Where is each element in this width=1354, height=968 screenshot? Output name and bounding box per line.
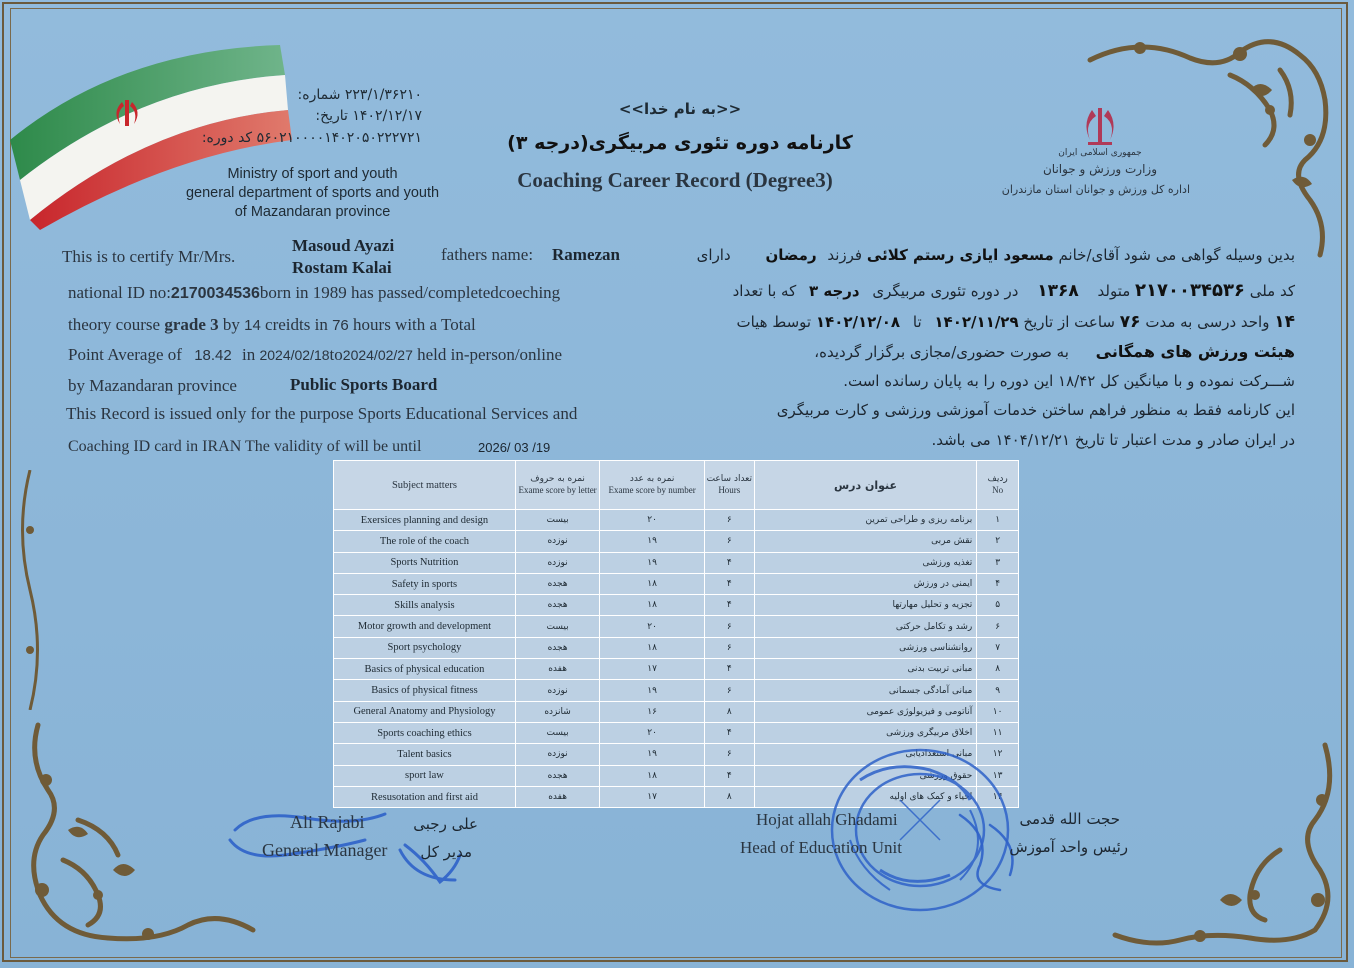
letter-number-label: شماره: (297, 87, 341, 103)
hours-cell: ۴ (704, 573, 754, 594)
en-credits: 14 (244, 317, 261, 334)
row-number-cell: ۳ (977, 552, 1019, 573)
row-number-cell: ۷ (977, 637, 1019, 658)
bismillah: <<به نام خدا>> (618, 100, 742, 118)
letter-number-value: ۲۲۳/۱/۳۶۲۱۰ (344, 87, 422, 103)
subject-cell: Basics of physical education (334, 659, 516, 680)
row-number-cell: ۵ (977, 595, 1019, 616)
fa-line-6: این کارنامه فقط به منظور فراهم ساختن خدمات آموزشی ورزشی و کارت مربیگری (776, 401, 1295, 419)
left-signer-name-fa: علی رجبی (413, 815, 478, 833)
en-line-4 (68, 345, 562, 365)
letter-number (272, 87, 422, 103)
en-grade: grade 3 (164, 315, 219, 334)
fa-line-7: در ایران صادر و مدت اعتبار تا تاریخ ۱۴۰۴/۱۲/۲۱ می باشد. (931, 431, 1295, 449)
en-name-2: Rostam Kalai (292, 258, 392, 277)
en-valid-until: 2026/ 03 /19 (478, 440, 551, 455)
letter-score-cell: بیست (515, 616, 599, 637)
number-score-cell: ۱۸ (600, 595, 705, 616)
ornament-left-side-icon (10, 470, 50, 710)
subject-cell: Resusotation and first aid (334, 786, 516, 807)
course-code (200, 130, 422, 146)
row-number-cell: ۸ (977, 659, 1019, 680)
title-fa-cell: رشد و تکامل حرکتی (754, 616, 977, 637)
title-fa-cell: مبانی استعدادیابی (754, 744, 977, 765)
row-number-cell: ۲ (977, 531, 1019, 552)
title-english: Coaching Career Record (Degree3) (517, 168, 833, 192)
en-line-2a: national ID no: (68, 283, 171, 302)
hours-cell: ۶ (704, 616, 754, 637)
th-letter (515, 461, 599, 510)
fa-line-3b: واحد درسی به مدت (1145, 313, 1270, 331)
number-score-cell: ۱۹ (600, 552, 705, 573)
row-number-cell: ۴ (977, 573, 1019, 594)
letter-score-cell: نوزده (515, 744, 599, 765)
th-hours-en: Hours (718, 485, 741, 495)
fa-date-from: ۱۴۰۲/۱۱/۲۹ (934, 313, 1019, 331)
ministry-emblem-icon (1078, 104, 1122, 148)
fa-line-1 (640, 246, 1295, 264)
table-row (334, 637, 1019, 658)
subject-cell: Talent basics (334, 744, 516, 765)
logo-text-1: جمهوری اسلامی ایران (1058, 148, 1142, 158)
hours-cell: ۴ (704, 765, 754, 786)
en-father: Ramezan (552, 245, 620, 264)
fa-grade: درجه ۳ (809, 282, 860, 300)
en-line-3c: creidts in (265, 315, 328, 334)
letter-score-cell: هجده (515, 573, 599, 594)
right-signer-name-en: Hojat allah Ghadami (756, 810, 898, 829)
letter-score-cell: هجده (515, 637, 599, 658)
logo-text-2: وزارت ورزش و جوانان (1042, 162, 1158, 176)
fa-hours: ۷۶ (1119, 312, 1141, 332)
en-line-4a: Point Average of (68, 345, 182, 364)
en-line-3a: theory course (68, 315, 161, 334)
row-number-cell: ۱۲ (977, 744, 1019, 765)
en-line-2 (68, 283, 560, 303)
table-row (334, 659, 1019, 680)
hours-cell: ۸ (704, 786, 754, 807)
table-row (334, 573, 1019, 594)
en-average: 18.42 (194, 347, 232, 364)
en-national-id: 2170034536 (170, 285, 260, 302)
fa-line-2a: کد ملی (1249, 282, 1295, 300)
fa-birth-year: ۱۳۶۸ (1037, 281, 1079, 301)
row-number-cell: ۱ (977, 510, 1019, 531)
subject-cell: Exersices planning and design (334, 510, 516, 531)
th-no-fa: ردیف (987, 474, 1008, 484)
th-number-fa: نمره به عدد (629, 474, 675, 484)
fa-name: مسعود ایازی رستم کلائی (866, 246, 1054, 264)
hours-cell: ۶ (704, 680, 754, 701)
number-score-cell: ۲۰ (600, 722, 705, 743)
letter-score-cell: بیست (515, 722, 599, 743)
letter-score-cell: هفده (515, 786, 599, 807)
fa-line-4b: به صورت حضوری/مجازی برگزار گردیده، (814, 343, 1069, 361)
ministry-en-3: of Mazandaran province (234, 204, 391, 220)
number-score-cell: ۱۸ (600, 573, 705, 594)
number-score-cell: ۱۸ (600, 637, 705, 658)
title-fa-cell: احیاء و کمک های اولیه (754, 786, 977, 807)
hours-cell: ۶ (704, 744, 754, 765)
letter-date-label: تاریخ: (315, 108, 348, 124)
en-line-3 (68, 315, 476, 335)
number-score-cell: ۲۰ (600, 616, 705, 637)
right-signer-name-fa: حجت الله قدمی (1019, 810, 1120, 828)
fa-line-3 (640, 312, 1295, 332)
en-hours: 76 (332, 317, 349, 334)
en-date-to: 2024/02/27 (342, 347, 413, 363)
en-line-3d: hours with a Total (353, 315, 476, 334)
th-hours (704, 461, 754, 510)
table-row (334, 680, 1019, 701)
letter-score-cell: هجده (515, 765, 599, 786)
left-signer-title-en: General Manager (262, 840, 388, 860)
fa-line-1c: دارای (696, 246, 731, 264)
fa-line-3d: تا (912, 313, 922, 331)
ministry-en-1: Ministry of sport and youth (227, 166, 398, 182)
row-number-cell: ۱۴ (977, 786, 1019, 807)
letter-score-cell: هفده (515, 659, 599, 680)
course-code-value: ۵۶۰۲۱۰۰۰۰۱۴۰۲۰۵۰۲۲۲۷۲۱ (256, 130, 422, 146)
row-number-cell: ۱۱ (977, 722, 1019, 743)
letter-score-cell: شانزده (515, 701, 599, 722)
th-letter-fa: نمره به حروف (530, 474, 585, 484)
subject-cell: Basics of physical fitness (334, 680, 516, 701)
en-board: Public Sports Board (290, 375, 438, 394)
ministry-en-2: general department of sports and youth (185, 185, 440, 201)
th-hours-fa: تعداد ساعت (706, 474, 753, 484)
fa-line-2 (640, 280, 1295, 301)
subject-cell: sport law (334, 765, 516, 786)
en-date-from: 2024/02/18 (259, 347, 330, 363)
row-number-cell: ۹ (977, 680, 1019, 701)
subject-cell: Motor growth and development (334, 616, 516, 637)
fa-father: رمضان (765, 246, 817, 264)
number-score-cell: ۱۹ (600, 531, 705, 552)
letter-date (272, 108, 422, 124)
th-number (600, 461, 705, 510)
en-line-1a: This is to certify Mr/Mrs. (62, 247, 236, 266)
subject-cell: The role of the coach (334, 531, 516, 552)
number-score-cell: ۱۹ (600, 744, 705, 765)
en-name-1: Masoud Ayazi (292, 236, 395, 255)
hours-cell: ۶ (704, 510, 754, 531)
fa-line-2b: متولد (1097, 282, 1131, 300)
number-score-cell: ۱۷ (600, 786, 705, 807)
number-score-cell: ۱۸ (600, 765, 705, 786)
en-line-4c: to (329, 345, 343, 364)
title-fa-cell: مبانی آمادگی جسمانی (754, 680, 977, 701)
fa-credits: ۱۴ (1274, 312, 1295, 332)
logo-text-3: اداره کل ورزش و جوانان استان مازندران (1001, 183, 1190, 196)
fa-line-5: شـــرکت نموده و با میانگین کل ۱۸/۴۲ این دوره را به پایان رسانده است. (843, 372, 1295, 390)
title-fa-cell: تجزیه و تحلیل مهارتها (754, 595, 977, 616)
th-subject-label: Subject matters (391, 479, 457, 491)
en-line-4b: in (241, 345, 256, 364)
subject-cell: General Anatomy and Physiology (334, 701, 516, 722)
fa-line-4 (640, 342, 1295, 361)
th-subject (334, 461, 516, 510)
title-fa-cell: تغذیه ورزشی (754, 552, 977, 573)
row-number-cell: ۶ (977, 616, 1019, 637)
fa-line-3e: توسط هیات (736, 313, 812, 331)
hours-cell: ۶ (704, 531, 754, 552)
fa-board: هیئت ورزش های همگانی (1095, 342, 1295, 361)
th-number-en: Exame score by number (608, 485, 696, 495)
title-fa-cell: مبانی تربیت بدنی (754, 659, 977, 680)
marks-table-header (334, 461, 1019, 510)
title-fa-cell: اخلاق مربیگری ورزشی (754, 722, 977, 743)
right-signer-title-en: Head of Education Unit (740, 838, 902, 857)
course-code-label: کد دوره: (201, 130, 253, 146)
table-row (334, 510, 1019, 531)
th-title-fa: عنوان درس (833, 478, 898, 492)
en-line-1b: fathers name: (441, 245, 534, 264)
table-row (334, 616, 1019, 637)
hours-cell: ۴ (704, 552, 754, 573)
hours-cell: ۸ (704, 701, 754, 722)
table-row (334, 595, 1019, 616)
number-score-cell: ۱۶ (600, 701, 705, 722)
number-score-cell: ۱۹ (600, 680, 705, 701)
en-line-3b: by (222, 315, 240, 334)
th-letter-en: Exame score by letter (518, 485, 597, 495)
letter-score-cell: نوزده (515, 680, 599, 701)
th-no (977, 461, 1019, 510)
fa-line-2d: که با تعداد (732, 282, 797, 300)
table-row (334, 552, 1019, 573)
subject-cell: Sports coaching ethics (334, 722, 516, 743)
hours-cell: ۴ (704, 659, 754, 680)
title-persian: کارنامه دوره تئوری مربیگری(درجه ۳) (507, 132, 853, 154)
table-row (334, 531, 1019, 552)
fa-line-1a: بدین وسیله گواهی می شود آقای/خانم (1058, 246, 1295, 264)
fa-line-2c: در دوره تئوری مربیگری (872, 282, 1019, 300)
hours-cell: ۶ (704, 637, 754, 658)
row-number-cell: ۱۳ (977, 765, 1019, 786)
en-line-2b: born in 1989 has passed/completedcoeching (259, 283, 561, 302)
fa-national-id: ۲۱۷۰۰۳۴۵۳۶ (1135, 280, 1245, 301)
title-fa-cell: حقوق ورزشی (754, 765, 977, 786)
ornament-bottom-right-icon (1100, 740, 1340, 950)
hours-cell: ۴ (704, 722, 754, 743)
en-line-6: This Record is issued only for the purpose Sports Educational Services and (66, 404, 578, 423)
th-title (754, 461, 977, 510)
letter-score-cell: بیست (515, 510, 599, 531)
table-row (334, 701, 1019, 722)
subject-cell: Skills analysis (334, 595, 516, 616)
left-signer-title-fa: مدیر کل (420, 843, 472, 861)
subject-cell: Safety in sports (334, 573, 516, 594)
en-line-7: Coaching ID card in IRAN The validity of will be until (68, 438, 422, 455)
fa-date-to: ۱۴۰۲/۱۲/۰۸ (815, 313, 901, 331)
fa-line-1b: فرزند (827, 246, 863, 264)
title-fa-cell: ایمنی در ورزش (754, 573, 977, 594)
subject-cell: Sports Nutrition (334, 552, 516, 573)
title-fa-cell: آناتومی و فیزیولوژی عمومی (754, 701, 977, 722)
en-line-4d: held in-person/online (417, 345, 563, 364)
number-score-cell: ۲۰ (600, 510, 705, 531)
number-score-cell: ۱۷ (600, 659, 705, 680)
letter-score-cell: هجده (515, 595, 599, 616)
letter-date-value: ۱۴۰۲/۱۲/۱۷ (352, 108, 422, 124)
title-fa-cell: برنامه ریزی و طراحی تمرین (754, 510, 977, 531)
letter-score-cell: نوزده (515, 531, 599, 552)
title-fa-cell: روانشناسی ورزشی (754, 637, 977, 658)
th-no-en: No (992, 485, 1004, 495)
fa-line-3c: ساعت از تاریخ (1023, 313, 1116, 331)
title-fa-cell: نقش مربی (754, 531, 977, 552)
subject-cell: Sport psychology (334, 637, 516, 658)
letter-score-cell: نوزده (515, 552, 599, 573)
row-number-cell: ۱۰ (977, 701, 1019, 722)
left-signer-name-en: Ali Rajabi (290, 812, 365, 832)
right-signer-title-fa: رئیس واحد آموزش (1009, 838, 1128, 856)
en-line-5a: by Mazandaran province (68, 376, 237, 395)
hours-cell: ۴ (704, 595, 754, 616)
